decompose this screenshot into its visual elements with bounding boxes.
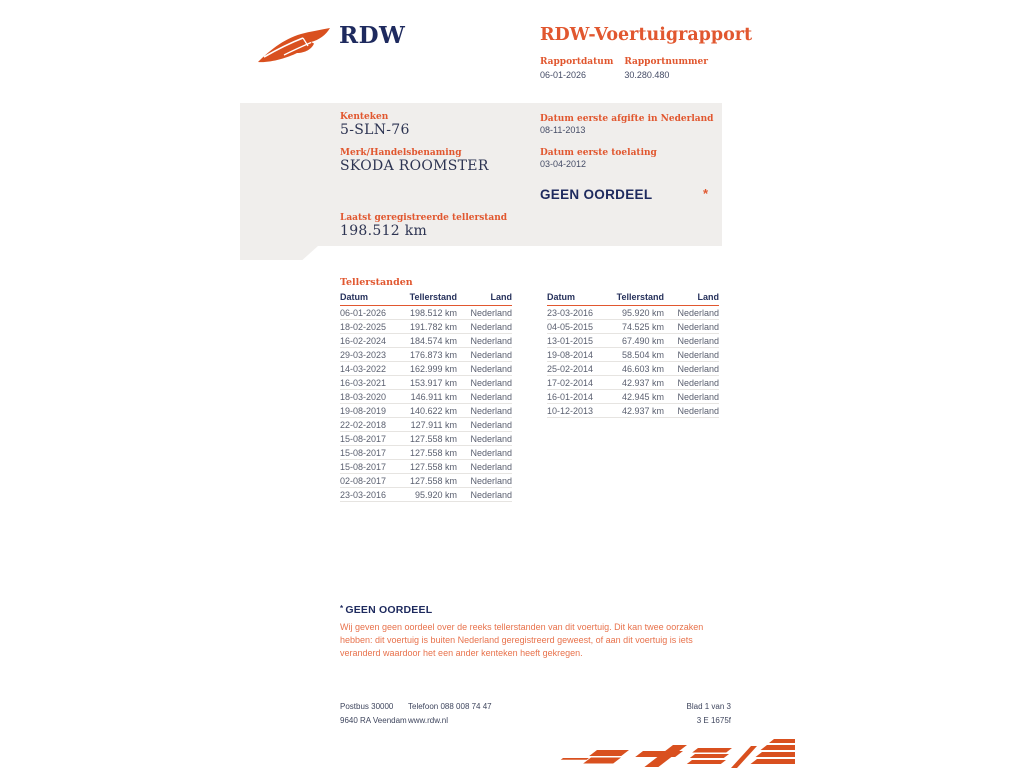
table-cell: 14-03-2022 bbox=[340, 362, 402, 376]
table-cell: Nederland bbox=[457, 376, 512, 390]
table-row bbox=[547, 390, 719, 404]
table-cell: 42.945 km bbox=[609, 390, 664, 404]
table-cell: 19-08-2014 bbox=[547, 348, 609, 362]
table-cell: 42.937 km bbox=[609, 404, 664, 418]
table-cell: Nederland bbox=[664, 376, 719, 390]
table-cell: 23-03-2016 bbox=[340, 488, 402, 502]
table-cell: 29-03-2023 bbox=[340, 348, 402, 362]
table-row bbox=[547, 404, 719, 418]
table-cell: 146.911 km bbox=[402, 390, 457, 404]
footnote-title: GEEN OORDEEL bbox=[345, 604, 433, 616]
eerste-afgifte-value: 08-11-2013 bbox=[540, 125, 586, 135]
table-cell: 74.525 km bbox=[609, 320, 664, 334]
table-cell: 176.873 km bbox=[402, 348, 457, 362]
column-header-land: Land bbox=[457, 290, 512, 306]
table-cell: Nederland bbox=[457, 334, 512, 348]
report-date-label: Rapportdatum bbox=[540, 57, 614, 67]
table-cell: Nederland bbox=[457, 432, 512, 446]
tellerstanden-table-right bbox=[547, 290, 719, 418]
table-cell: 18-02-2025 bbox=[340, 320, 402, 334]
oordeel-status: GEEN OORDEEL bbox=[540, 187, 653, 202]
table-cell: 191.782 km bbox=[402, 320, 457, 334]
table-cell: Nederland bbox=[457, 460, 512, 474]
table-cell: 95.920 km bbox=[609, 306, 664, 320]
table-cell: 25-02-2014 bbox=[547, 362, 609, 376]
footer-phone: Telefoon 088 008 74 47 bbox=[408, 702, 492, 711]
table-row bbox=[340, 348, 512, 362]
tellerstand-label: Laatst geregistreerde tellerstand bbox=[340, 213, 508, 223]
rdw-logo-text: RDW bbox=[339, 22, 406, 49]
table-row bbox=[340, 390, 512, 404]
vehicle-summary-panel bbox=[240, 103, 722, 246]
table-cell: Nederland bbox=[457, 348, 512, 362]
footnote-asterisk: * bbox=[340, 604, 344, 613]
table-cell: 06-01-2026 bbox=[340, 306, 402, 320]
eerste-toelating-value: 03-04-2012 bbox=[540, 159, 587, 169]
table-cell: Nederland bbox=[457, 474, 512, 488]
table-row bbox=[547, 376, 719, 390]
kenteken-label: Kenteken bbox=[340, 112, 389, 122]
table-cell: 127.558 km bbox=[402, 460, 457, 474]
footer-address bbox=[340, 700, 407, 728]
table-cell: Nederland bbox=[457, 390, 512, 404]
table-row bbox=[340, 334, 512, 348]
merk-value: SKODA ROOMSTER bbox=[340, 158, 489, 174]
table-cell: 19-08-2019 bbox=[340, 404, 402, 418]
footnote-heading bbox=[340, 604, 732, 616]
table-cell: 10-12-2013 bbox=[547, 404, 609, 418]
table-cell: 22-02-2018 bbox=[340, 418, 402, 432]
table-row bbox=[547, 348, 719, 362]
column-header-tellerstand: Tellerstand bbox=[402, 290, 457, 306]
table-cell: 18-03-2020 bbox=[340, 390, 402, 404]
table-cell: Nederland bbox=[664, 362, 719, 376]
table-cell: 15-08-2017 bbox=[340, 460, 402, 474]
table-cell: 04-05-2015 bbox=[547, 320, 609, 334]
table-cell: 95.920 km bbox=[402, 488, 457, 502]
table-cell: Nederland bbox=[457, 306, 512, 320]
table-cell: 16-02-2024 bbox=[340, 334, 402, 348]
oordeel-asterisk: * bbox=[703, 186, 709, 201]
table-cell: 198.512 km bbox=[402, 306, 457, 320]
table-cell: Nederland bbox=[457, 488, 512, 502]
table-row bbox=[340, 432, 512, 446]
column-header-tellerstand: Tellerstand bbox=[609, 290, 664, 306]
footer-address-line1: Postbus 30000 bbox=[340, 702, 394, 711]
table-cell: 17-02-2014 bbox=[547, 376, 609, 390]
table-cell: Nederland bbox=[664, 404, 719, 418]
table-cell: Nederland bbox=[457, 320, 512, 334]
table-cell: 162.999 km bbox=[402, 362, 457, 376]
footer-page-number: Blad 1 van 3 bbox=[686, 702, 731, 711]
table-header-row bbox=[547, 290, 719, 306]
table-cell: 13-01-2015 bbox=[547, 334, 609, 348]
column-header-land: Land bbox=[664, 290, 719, 306]
table-row bbox=[340, 320, 512, 334]
table-row bbox=[340, 362, 512, 376]
report-meta bbox=[540, 57, 708, 80]
column-header-datum: Datum bbox=[547, 290, 609, 306]
report-number-label: Rapportnummer bbox=[624, 57, 708, 67]
table-cell: Nederland bbox=[664, 320, 719, 334]
table-cell: Nederland bbox=[664, 348, 719, 362]
table-cell: 23-03-2016 bbox=[547, 306, 609, 320]
table-row bbox=[340, 446, 512, 460]
table-cell: 184.574 km bbox=[402, 334, 457, 348]
rdw-wing-icon bbox=[256, 26, 332, 70]
footer-contact bbox=[408, 700, 492, 728]
table-row bbox=[340, 460, 512, 474]
tellerstanden-title: Tellerstanden bbox=[340, 277, 413, 288]
table-row bbox=[547, 334, 719, 348]
tellerstand-value: 198.512 km bbox=[340, 223, 428, 239]
eerste-afgifte-label: Datum eerste afgifte in Nederland bbox=[540, 114, 714, 124]
table-cell: 16-01-2014 bbox=[547, 390, 609, 404]
kenteken-value: 5-SLN-76 bbox=[340, 122, 410, 138]
table-row bbox=[340, 418, 512, 432]
table-cell: 153.917 km bbox=[402, 376, 457, 390]
table-cell: 42.937 km bbox=[609, 376, 664, 390]
table-row bbox=[340, 404, 512, 418]
table-cell: Nederland bbox=[664, 334, 719, 348]
table-cell: 15-08-2017 bbox=[340, 446, 402, 460]
column-header-datum: Datum bbox=[340, 290, 402, 306]
table-row bbox=[547, 306, 719, 320]
table-cell: 140.622 km bbox=[402, 404, 457, 418]
table-row bbox=[340, 488, 512, 502]
report-date-value: 06-01-2026 bbox=[540, 70, 587, 80]
merk-label: Merk/Handelsbenaming bbox=[340, 148, 462, 158]
footnote-text: Wij geven geen oordeel over de reeks tellerstanden van dit voertuig. Dit kan twee oorzaken hebben: dit voertuig is buiten Nederland geregistreerd geweest, of aan dit voertuig is iets veranderd waardoor het een ander kenteken heeft gekregen. bbox=[340, 622, 704, 658]
table-cell: 127.911 km bbox=[402, 418, 457, 432]
table-cell: 58.504 km bbox=[609, 348, 664, 362]
table-row bbox=[547, 320, 719, 334]
table-cell: 127.558 km bbox=[402, 446, 457, 460]
table-cell: Nederland bbox=[457, 404, 512, 418]
eerste-toelating-label: Datum eerste toelating bbox=[540, 148, 657, 158]
table-cell: 67.490 km bbox=[609, 334, 664, 348]
report-title: RDW-Voertuigrapport bbox=[540, 25, 753, 45]
table-cell: 127.558 km bbox=[402, 432, 457, 446]
footer-address-line2: 9640 RA Veendam bbox=[340, 716, 407, 725]
table-cell: Nederland bbox=[664, 390, 719, 404]
report-number-value: 30.280.480 bbox=[624, 70, 670, 80]
table-cell: 02-08-2017 bbox=[340, 474, 402, 488]
table-cell: Nederland bbox=[457, 446, 512, 460]
table-row bbox=[340, 376, 512, 390]
footer-pagination bbox=[620, 700, 731, 728]
table-cell: Nederland bbox=[664, 306, 719, 320]
table-cell: Nederland bbox=[457, 418, 512, 432]
table-cell: 16-03-2021 bbox=[340, 376, 402, 390]
footer-form-code: 3 E 1675f bbox=[696, 716, 731, 725]
table-cell: Nederland bbox=[457, 362, 512, 376]
table-cell: 127.558 km bbox=[402, 474, 457, 488]
table-row bbox=[547, 362, 719, 376]
footnote-section bbox=[340, 604, 732, 660]
table-cell: 15-08-2017 bbox=[340, 432, 402, 446]
rdw-wing-stripes-decoration bbox=[545, 737, 795, 768]
table-header-row bbox=[340, 290, 512, 306]
table-row bbox=[340, 474, 512, 488]
tellerstanden-table-left bbox=[340, 290, 512, 502]
table-cell: 46.603 km bbox=[609, 362, 664, 376]
table-row bbox=[340, 306, 512, 320]
footer-website: www.rdw.nl bbox=[408, 716, 449, 725]
